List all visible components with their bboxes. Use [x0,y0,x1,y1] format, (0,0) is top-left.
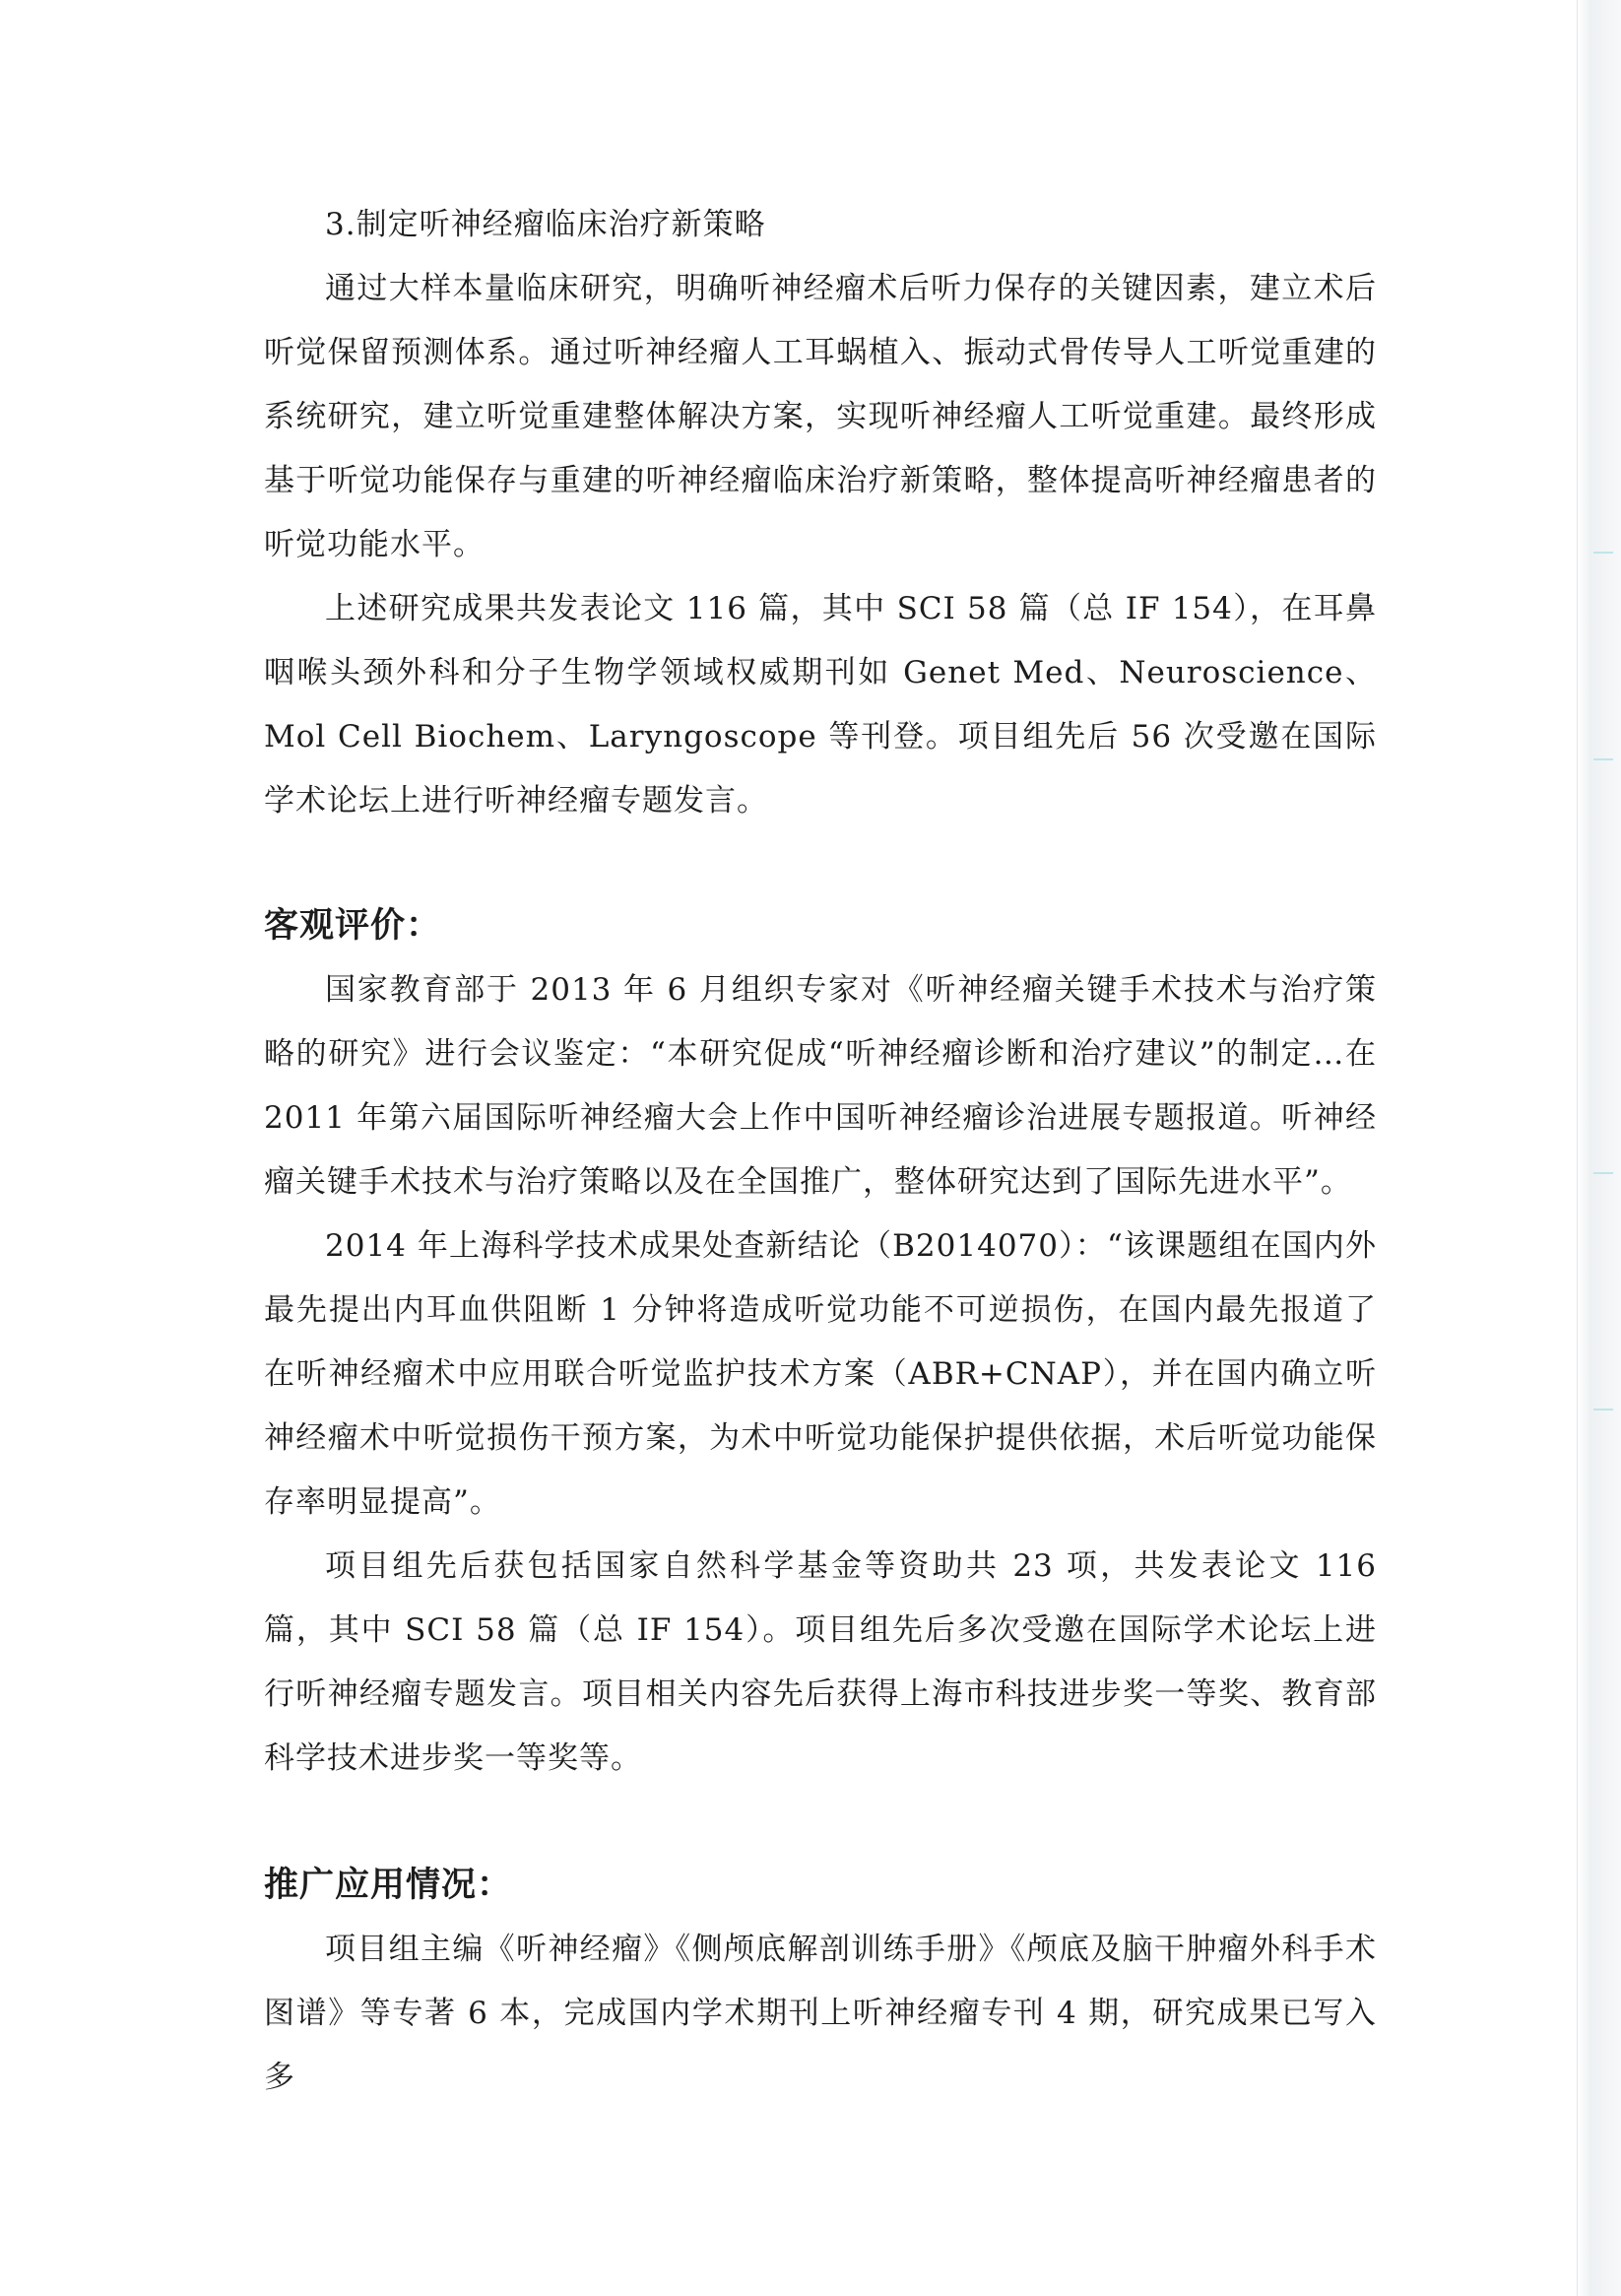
edge-tick-mark [1593,1409,1613,1410]
spacer [264,833,1377,894]
edge-tick-mark [1593,758,1613,760]
scan-page-edge [1577,0,1621,2296]
section-title-objective-evaluation: 客观评价： [264,906,442,946]
section-title-promotion: 推广应用情况： [264,1866,513,1905]
edge-tick-mark [1593,552,1613,554]
paragraph-strategy: 通过大样本量临床研究，明确听神经瘤术后听力保存的关键因素，建立术后听觉保留预测体系。通过听神经瘤人工耳蜗植入、振动式骨传导人工听觉重建的系统研究，建立听觉重建整体解决方案，实现听神经瘤人工听觉重建。最终形成基于听觉功能保存与重建的听神经瘤临床治疗新策略，整体提高听神经瘤患者的听觉功能水平。 [264,271,1377,562]
subsection-heading: 3.制定听神经瘤临床治疗新策略 [325,207,766,242]
paragraph-publications: 上述研究成果共发表论文 116 篇，其中 SCI 58 篇（总 IF 154），在耳鼻咽喉头颈外科和分子生物学领域权威期刊如 Genet Med、Neuroscience、Mol Cell Biochem、Laryngoscope 等刊登。项目组先后 56 次受邀在国际学术论坛上进行听神经瘤专题发言。 [264,591,1377,819]
spacer [264,1791,1377,1854]
document-body [264,193,1377,2110]
paragraph-funding-awards: 项目组先后获包括国家自然科学基金等资助共 23 项，共发表论文 116 篇，其中 SCI 58 篇（总 IF 154）。项目组先后多次受邀在国际学术论坛上进行听神经瘤专题发言。项目相关内容先后获得上海市科技进步奖一等奖、教育部科学技术进步奖一等奖等。 [264,1548,1377,1776]
paragraph-ministry-appraisal: 国家教育部于 2013 年 6 月组织专家对《听神经瘤关键手术技术与治疗策略的研究》进行会议鉴定：“本研究促成“听神经瘤诊断和治疗建议”的制定…在 2011 年第六届国际听神经瘤大会上作中国听神经瘤诊治进展专题报道。听神经瘤关键手术技术与治疗策略以及在全国推广，整体研究达到了国际先进水平”。 [264,972,1377,1200]
edge-tick-mark [1593,1172,1613,1174]
paragraph-novelty-search: 2014 年上海科学技术成果处查新结论（B2014070）：“该课题组在国内外最先提出内耳血供阻断 1 分钟将造成听觉功能不可逆损伤，在国内最先报道了在听神经瘤术中应用联合听觉监护技术方案（ABR+CNAP），并在国内确立听神经瘤术中听觉损伤干预方案，为术中听觉功能保护提供依据，术后听觉功能保存率明显提高”。 [264,1228,1377,1520]
paragraph-monographs: 项目组主编《听神经瘤》《侧颅底解剖训练手册》《颅底及脑干肿瘤外科手术图谱》等专著 6 本，完成国内学术期刊上听神经瘤专刊 4 期，研究成果已写入多 [264,1932,1377,2095]
